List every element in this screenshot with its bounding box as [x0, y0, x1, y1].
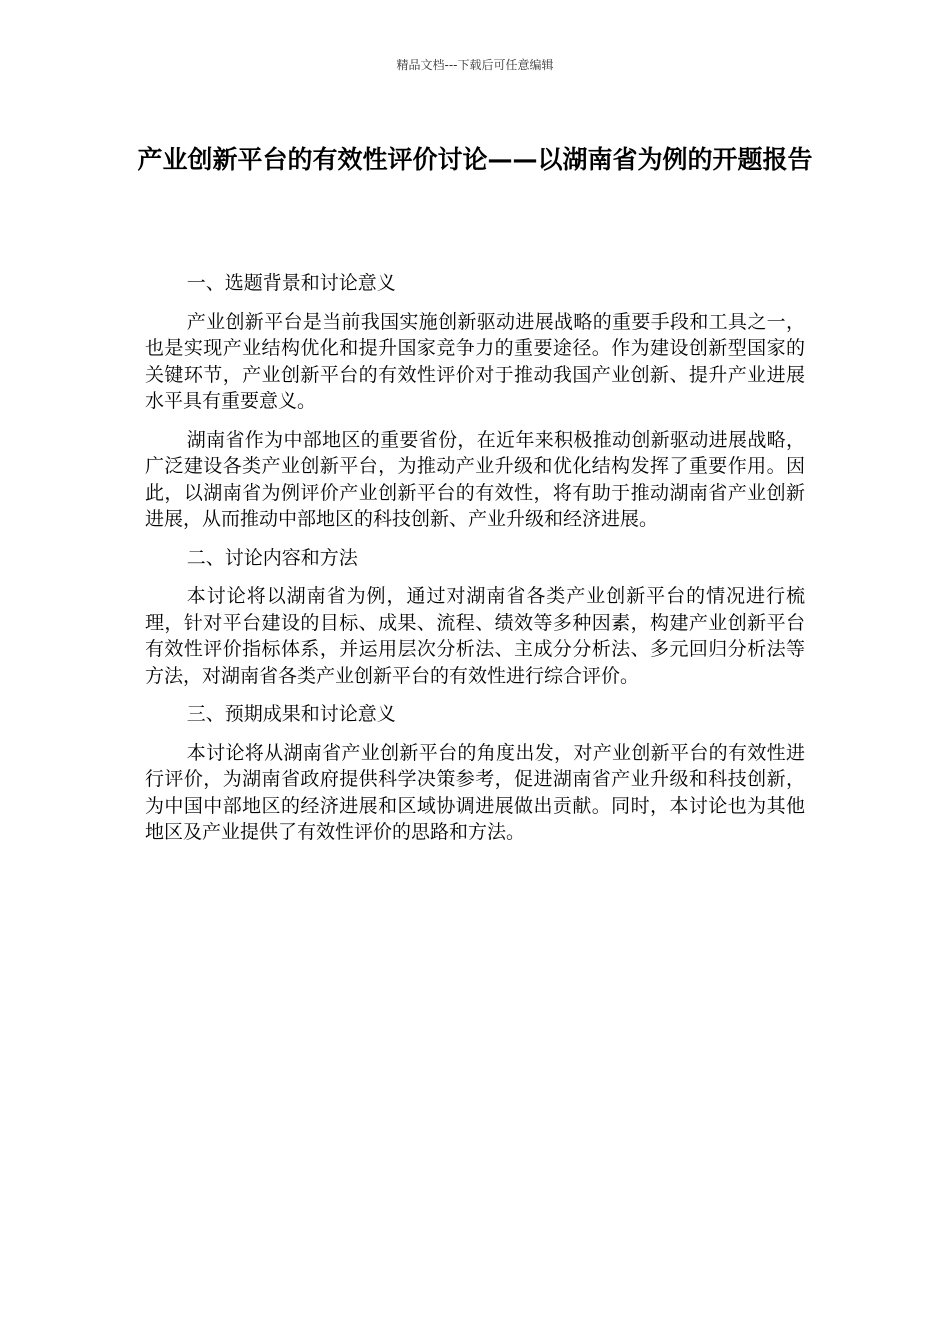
- page-header: 精品文档---下载后可任意编辑: [396, 58, 554, 72]
- paragraph: 湖南省作为中部地区的重要省份，在近年来积极推动创新驱动进展战略，广泛建设各类产业创新平台，为推动产业升级和优化结构发挥了重要作用。因此，以湖南省为例评价产业创新平台的有效性，将有助于推动湖南省产业创新进展，从而推动中部地区的科技创新、产业升级和经济进展。: [145, 428, 805, 530]
- section-heading: 一、选题背景和讨论意义: [186, 272, 396, 294]
- document-body: [145, 270, 805, 858]
- paragraph: 本讨论将以湖南省为例，通过对湖南省各类产业创新平台的情况进行梳理，针对平台建设的目标、成果、流程、绩效等多种因素，构建产业创新平台有效性评价指标体系，并运用层次分析法、主成分分析法、多元回归分析法等方法，对湖南省各类产业创新平台的有效性进行综合评价。: [145, 585, 805, 687]
- paragraph: 产业创新平台是当前我国实施创新驱动进展战略的重要手段和工具之一，也是实现产业结构优化和提升国家竞争力的重要途径。作为建设创新型国家的关键环节，产业创新平台的有效性评价对于推动我国产业创新、提升产业进展水平具有重要意义。: [145, 310, 805, 412]
- section-heading: 三、预期成果和讨论意义: [186, 703, 396, 725]
- paragraph: 本讨论将从湖南省产业创新平台的角度出发，对产业创新平台的有效性进行评价，为湖南省政府提供科学决策参考，促进湖南省产业升级和科技创新，为中国中部地区的经济进展和区域协调进展做出贡献。同时，本讨论也为其他地区及产业提供了有效性评价的思路和方法。: [145, 741, 805, 843]
- section-expected-results: [145, 701, 805, 846]
- document-title: 产业创新平台的有效性评价讨论——以湖南省为例的开题报告: [137, 145, 813, 174]
- section-content-methods: [145, 545, 805, 690]
- section-heading: 二、讨论内容和方法: [186, 546, 358, 569]
- section-background: [145, 270, 805, 533]
